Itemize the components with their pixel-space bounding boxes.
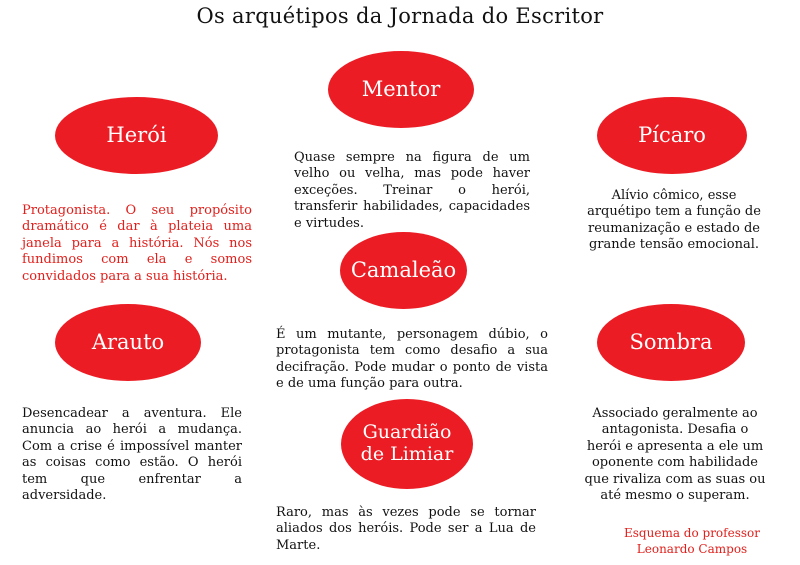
description-sombra: Associado geralmente ao antagonista. Desafia o herói e apresenta a ele um oponente com habilidade que rivaliza com as suas ou até mesmo o superam. [584, 406, 766, 503]
oval-sombra: Sombra [597, 304, 745, 381]
description-picaro: Alívio cômico, esse arquétipo tem a função de reumanização e estado de grande tensão emocional. [587, 188, 761, 253]
description-arauto: Desencadear a aventura. Ele anuncia ao herói a mudança. Com a crise é impossível manter as coisas como estão. O herói tem que enfrentar a adversidade. [22, 406, 242, 503]
description-guardiao-de-limiar: Raro, mas às vezes pode se tornar aliados dos heróis. Pode ser a Lua de Marte. [276, 505, 536, 553]
description-heroi: Protagonista. O seu propósito dramático é dar à plateia uma janela para a história. Nós nos fundimos com ela e somos convidados para a sua história. [22, 203, 252, 284]
oval-arauto: Arauto [55, 304, 201, 381]
oval-mentor: Mentor [328, 51, 474, 128]
oval-camaleao: Camaleão [340, 232, 467, 309]
oval-heroi: Herói [55, 97, 218, 174]
description-mentor: Quase sempre na figura de um velho ou velha, mas pode haver exceções. Treinar o herói, transferir habilidades, capacidades e virtudes. [294, 150, 530, 231]
credit-text: Esquema do professor Leonardo Campos [624, 526, 760, 556]
diagram-title: Os arquétipos da Jornada do Escritor [196, 4, 604, 28]
oval-guardiao-de-limiar: Guardião de Limiar [341, 399, 473, 489]
description-camaleao: É um mutante, personagem dúbio, o protagonista tem como desafio a sua decifração. Pode mudar o ponto de vista e de uma função para outra. [276, 327, 548, 392]
oval-picaro: Pícaro [597, 97, 747, 174]
